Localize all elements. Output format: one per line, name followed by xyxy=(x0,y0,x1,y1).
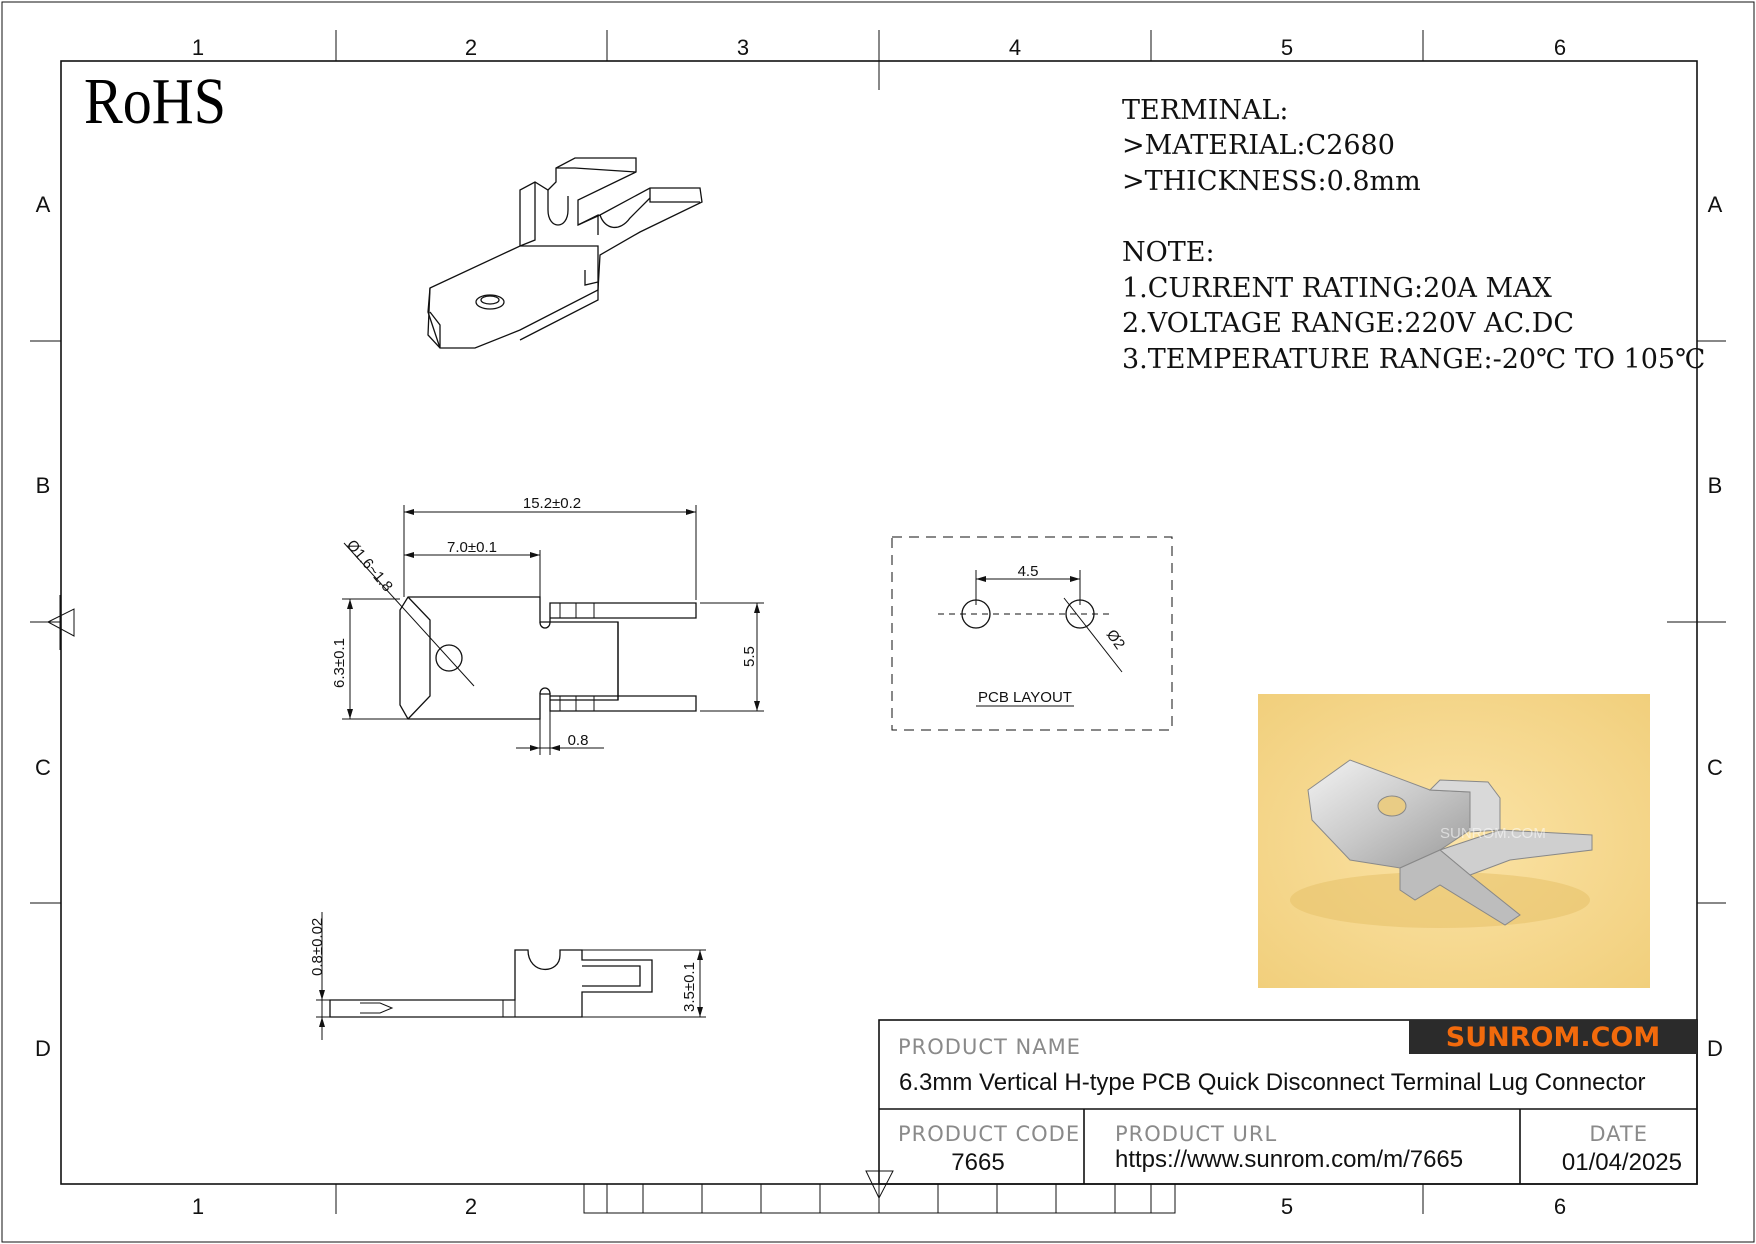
inner-frame xyxy=(61,61,1697,1184)
brand-logo: SUNROM.COM xyxy=(1445,1022,1661,1053)
note-3: 3.TEMPERATURE RANGE:-20℃ TO 105℃ xyxy=(1122,344,1706,375)
zone-col-6-bottom: 6 xyxy=(1553,1194,1567,1219)
zone-col-3-top: 3 xyxy=(736,35,750,60)
photo-watermark: SUNROM.COM xyxy=(1440,825,1546,842)
dim-pin-spacing: 5.5 xyxy=(741,646,758,667)
zone-col-1-top: 1 xyxy=(191,35,205,60)
note-2: 2.VOLTAGE RANGE:220V AC.DC xyxy=(1122,308,1575,339)
zone-row-b-left: B xyxy=(35,473,51,498)
title-block xyxy=(879,1020,1697,1184)
zone-row-d-right: D xyxy=(1707,1036,1723,1061)
zone-col-2-bottom: 2 xyxy=(464,1194,478,1219)
zone-col-4-top: 4 xyxy=(1008,35,1022,60)
zone-col-2-top: 2 xyxy=(464,35,478,60)
rohs-logo: RoHS xyxy=(84,65,226,138)
product-name-label: PRODUCT NAME xyxy=(898,1035,1081,1059)
product-url: https://www.sunrom.com/m/7665 xyxy=(1115,1146,1464,1173)
pcb-layout xyxy=(892,537,1172,730)
spec-thickness: >THICKNESS:0.8mm xyxy=(1122,166,1421,197)
pcb-spacing: 4.5 xyxy=(1017,563,1039,580)
scale-bar xyxy=(584,1184,1175,1213)
zone-row-a-right: A xyxy=(1707,192,1723,217)
zone-row-d-left: D xyxy=(35,1036,51,1061)
product-code-label: PRODUCT CODE xyxy=(898,1122,1081,1146)
product-code: 7665 xyxy=(951,1149,1005,1176)
product-name: 6.3mm Vertical H-type PCB Quick Disconnect Terminal Lug Connector xyxy=(899,1069,1646,1096)
dim-overall-length: 15.2±0.2 xyxy=(522,495,582,512)
dim-height: 3.5±0.1 xyxy=(681,962,698,1012)
dim-tab-length: 7.0±0.1 xyxy=(447,539,497,556)
spec-material: >MATERIAL:C2680 xyxy=(1122,130,1395,161)
side-view xyxy=(309,912,706,1040)
date-value: 01/04/2025 xyxy=(1561,1149,1682,1176)
top-view xyxy=(331,495,764,755)
zone-col-5-top: 5 xyxy=(1280,35,1294,60)
zone-col-5-bottom: 5 xyxy=(1280,1194,1294,1219)
note-header: NOTE: xyxy=(1122,237,1215,268)
dim-thickness: 0.8±0.02 xyxy=(309,917,326,976)
dim-pin-width: 0.8 xyxy=(567,732,589,749)
specs-block xyxy=(1122,95,1705,375)
zone-row-b-right: B xyxy=(1707,473,1723,498)
dim-hole-dia: Ø1.6~1.8 xyxy=(342,536,396,596)
zone-row-c-right: C xyxy=(1707,755,1723,780)
spec-header: TERMINAL: xyxy=(1122,95,1289,126)
note-1: 1.CURRENT RATING:20A MAX xyxy=(1122,273,1552,304)
zone-row-c-left: C xyxy=(35,755,51,780)
pcb-layout-label: PCB LAYOUT xyxy=(978,689,1072,706)
product-photo xyxy=(1258,694,1650,988)
zone-col-1-bottom: 1 xyxy=(191,1194,205,1219)
dim-width: 6.3±0.1 xyxy=(331,638,348,688)
date-label: DATE xyxy=(1589,1122,1648,1146)
zone-col-6-top: 6 xyxy=(1553,35,1567,60)
isometric-view xyxy=(428,158,702,348)
pcb-hole-dia: Ø2 xyxy=(1102,626,1129,653)
product-url-label: PRODUCT URL xyxy=(1115,1122,1278,1146)
zone-row-a-left: A xyxy=(35,192,51,217)
outer-border xyxy=(2,2,1754,1242)
